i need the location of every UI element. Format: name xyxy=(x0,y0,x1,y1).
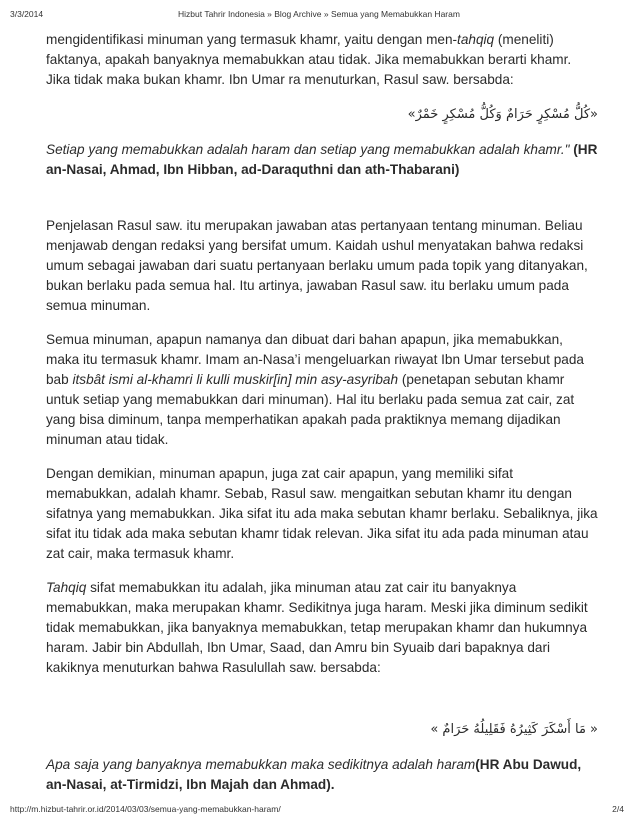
chapter-title: itsbât ismi al-khamri li kulli muskir[in] min asy-asyribah xyxy=(72,372,399,387)
paragraph-text: Semua minuman, apapun namanya dan dibuat dari bahan apapun, jika memabukkan, maka itu termasuk khamr. Imam an-Nasa’i mengeluarkan riwayat Ibn Umar tersebut pada bab xyxy=(46,332,584,387)
paragraph-all-drinks xyxy=(46,330,598,450)
paragraph-text: sifat memabukkan itu adalah, jika minuman atau zat cair itu banyaknya memabukkan, maka merupakan khamr. Sedikitnya juga haram. Meski jika diminum sedikit tidak memabukkan, jika banyaknya memabukkan, tetap merupakan khamr dan hukumnya haram. Jabir bin Abdullah, Ibn Umar, Saad, dan Amru bin Syuaib dari bapaknya dari kakiknya menuturkan bahwa Rasulullah saw. bersabda: xyxy=(46,580,588,675)
page-title: Hizbut Tahrir Indonesia » Blog Archive » Semua yang Memabukkan Haram xyxy=(178,9,460,19)
term-tahqiq: tahqiq xyxy=(457,32,495,47)
paragraph-text: (penetapan sebutan khamr untuk setiap yang memabukkan dari minuman). Hal itu berlaku pada semua zat cair, zat yang bisa diminum, tanpa memperhatikan apakah pada praktiknya memang dijadikan minuman atau tidak. xyxy=(46,372,575,447)
page-footer xyxy=(10,804,624,816)
hadith-translation-1 xyxy=(46,140,598,180)
page-header xyxy=(10,9,628,21)
paragraph-conclusion: Dengan demikian, minuman apapun, juga zat cair apapun, yang memiliki sifat memabukkan, adalah khamr. Sebab, Rasul saw. mengaitkan sebutan khamr itu dengan sifatnya yang memabukkan. Jika sifat itu ada maka sebutan khamr berlaku. Sebaliknya, jika sifat itu tidak ada maka sebutan khamr tidak relevan. Jika sifat itu ada pada minuman atau zat cair, maka termasuk khamr. xyxy=(46,466,598,561)
paragraph-text: mengidentifikasi minuman yang termasuk khamr, yaitu dengan men- xyxy=(46,32,458,47)
page-url: http://m.hizbut-tahrir.or.id/2014/03/03/semua-yang-memabukkan-haram/ xyxy=(10,804,281,814)
arabic-hadith-1: «كُلُّ مُسْكِرٍ حَرَامٌ وَكُلُّ مُسْكِرٍ خَمْرٌ» xyxy=(407,107,598,122)
paragraph-tahqiq xyxy=(46,578,598,678)
hadith-source: (HR Abu Dawud, an-Nasai, at-Tirmidzi, Ibn Majah dan Ahmad). xyxy=(46,757,582,792)
paragraph-explanation: Penjelasan Rasul saw. itu merupakan jawaban atas pertanyaan tentang minuman. Beliau menjawab dengan redaksi yang bersifat umum. Kaidah ushul menyatakan bahwa redaksi umum sebagai jawaban dari suatu pertanyaan berlaku umum pada topik yang ditanyakan, bukan berlaku pada semua hal. Itu artinya, jawaban Rasul saw. itu berlaku umum pada semua minuman. xyxy=(46,218,588,313)
article-body xyxy=(46,26,598,795)
page-number: 2/4 xyxy=(612,804,624,814)
hadith-source: (HR an-Nasai, Ahmad, Ibn Hibban, ad-Daraquthni dan ath-Thabarani) xyxy=(46,142,598,177)
paragraph-intro xyxy=(46,30,598,90)
print-date: 3/3/2014 xyxy=(10,9,44,19)
hadith-translation-2 xyxy=(46,755,598,795)
translation-text: Setiap yang memabukkan adalah haram dan setiap yang memabukkan adalah khamr." xyxy=(46,142,570,157)
term-tahqiq: Tahqiq xyxy=(46,580,87,595)
translation-text: Apa saja yang banyaknya memabukkan maka sedikitnya adalah haram xyxy=(46,757,476,772)
paragraph-text: (meneliti) faktanya, apakah banyaknya memabukkan atau tidak. Jika memabukkan berarti khamr. Jika tidak maka bukan khamr. Ibn Umar ra menuturkan, Rasul saw. bersabda: xyxy=(46,32,572,87)
arabic-hadith-2: « مَا أَسْكَرَ كَثِيرُهُ فَقَلِيلُهُ حَرَامٌ » xyxy=(430,722,598,737)
